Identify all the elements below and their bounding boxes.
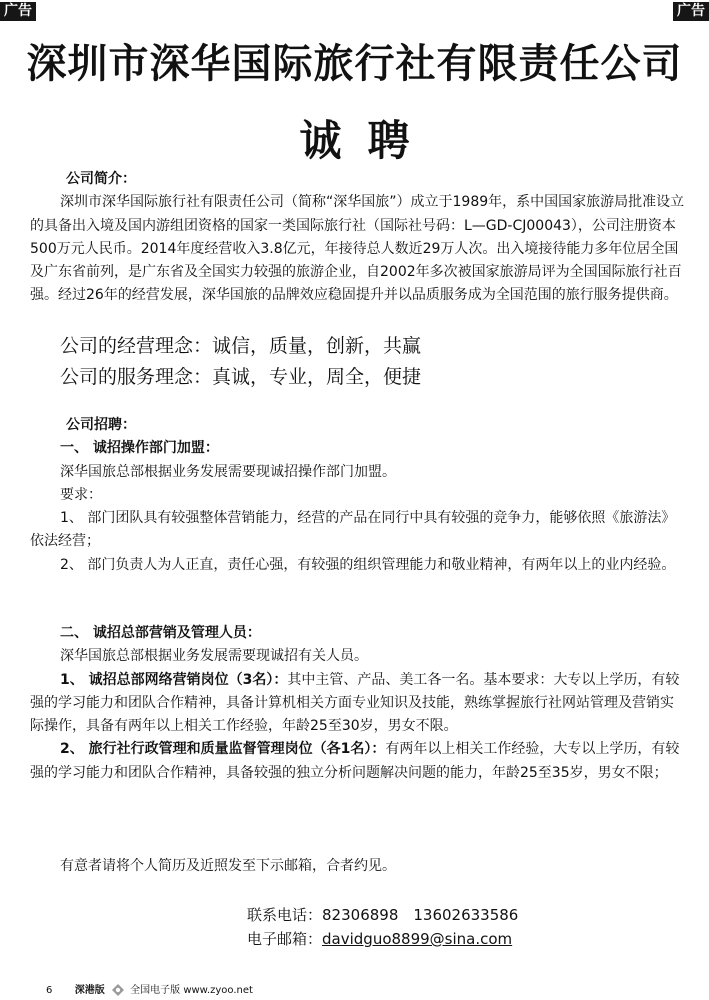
- page-footer: [46, 984, 253, 998]
- company-title: 深圳市深华国际旅行社有限责任公司: [26, 41, 683, 87]
- email-line: [247, 927, 512, 951]
- email-link[interactable]: davidguo8899@sina.com: [322, 930, 513, 948]
- position-1-body: 其中主管、产品、美工各一名。基本要求：大专以上学历，有较强的学习能力和团队合作精神，具备计算机相关方面专业知识及技能，熟练掌握旅行社网站管理及营销实际操作，具备有两年以上相关工作经验，年龄25至30岁，男女不限。: [30, 671, 680, 735]
- position-1: [30, 669, 686, 739]
- position-2-body: 有两年以上相关工作经验，大专以上学历，有较强的学习能力和团队合作精神，具备较强的独立分析问题解决问题的能力，年龄25至35岁，男女不限；: [30, 741, 680, 781]
- position-2-title: 2、 旅行社行政管理和质量监督管理岗位（各1名）：: [60, 741, 386, 758]
- ad-tag-right: 广告: [673, 2, 709, 21]
- business-philosophy: 公司的经营理念：诚信，质量，创新，共赢: [60, 335, 422, 357]
- email-label: 电子邮箱：: [247, 930, 323, 948]
- section-1-desc: 深华国旅总部根据业务发展需要现诚招操作部门加盟。: [60, 463, 396, 480]
- section-2-title: 二、 诚招总部营销及管理人员：: [60, 625, 261, 641]
- closing-note: 有意者请将个人简历及近照发至下示邮箱，合者约见。: [60, 858, 396, 874]
- position-1-title: 1、 诚招总部网络营销岗位（3名）：: [60, 671, 288, 688]
- zyoo-logo-icon: [112, 984, 124, 996]
- section-2-desc: 深华国旅总部根据业务发展需要现诚招有关人员。: [60, 648, 368, 665]
- service-philosophy: 公司的服务理念：真诚，专业，周全，便捷: [60, 366, 422, 388]
- recruit-subtitle: 诚聘: [299, 116, 436, 165]
- phone-line: [247, 903, 518, 927]
- requirement-1: 1、 部门团队具有较强整体营销能力，经营的产品在同行中具有较强的竞争力，能够依照《旅游法》依法经营；: [30, 510, 676, 550]
- phone-numbers: 82306898 13602633586: [322, 906, 519, 924]
- site-url[interactable]: www.zyoo.net: [183, 985, 253, 996]
- recruit-section-1: [30, 414, 686, 577]
- recruit-section-2: [30, 622, 686, 785]
- requirements-label: 要求：: [60, 486, 102, 503]
- page-number: 6: [46, 985, 53, 996]
- intro-paragraph: 深圳市深华国际旅行社有限责任公司（简称“深华国旅”）成立于1989年，系中国国家旅游局批准设立的具备出入境及国内游组团资格的国家一类国际旅行社（国际社号码：L—GD-CJ00043），公司注册资本500万元人民币。2014年度经营收入3.8亿元，年接待总人数近29万人次。出入境接待能力多年位居全国及广东省前列，是广东省及全国实力较强的旅游企业，自2002年多次被国家旅游局评为全国国际旅行社百强。经过26年的经营发展，深华国旅的品牌效应稳固提升并以品质服务成为全国范围的旅行服务提供商。: [30, 194, 685, 304]
- intro-section: [30, 168, 686, 308]
- intro-heading: 公司简介：: [66, 171, 136, 187]
- position-2: [30, 738, 686, 785]
- edition-label: 深港版: [74, 985, 105, 996]
- site-label: 全国电子版: [130, 985, 181, 996]
- philosophy-section: [60, 331, 709, 393]
- ad-tag-left: 广告: [0, 2, 36, 21]
- recruit-heading: 公司招聘：: [66, 417, 136, 433]
- phone-label: 联系电话：: [247, 906, 323, 924]
- section-1-title: 一、 诚招操作部门加盟：: [60, 440, 219, 457]
- requirement-2: 2、 部门负责人为人正直，责任心强，有较强的组织管理能力和敬业精神，有两年以上的业内经验。: [60, 556, 676, 573]
